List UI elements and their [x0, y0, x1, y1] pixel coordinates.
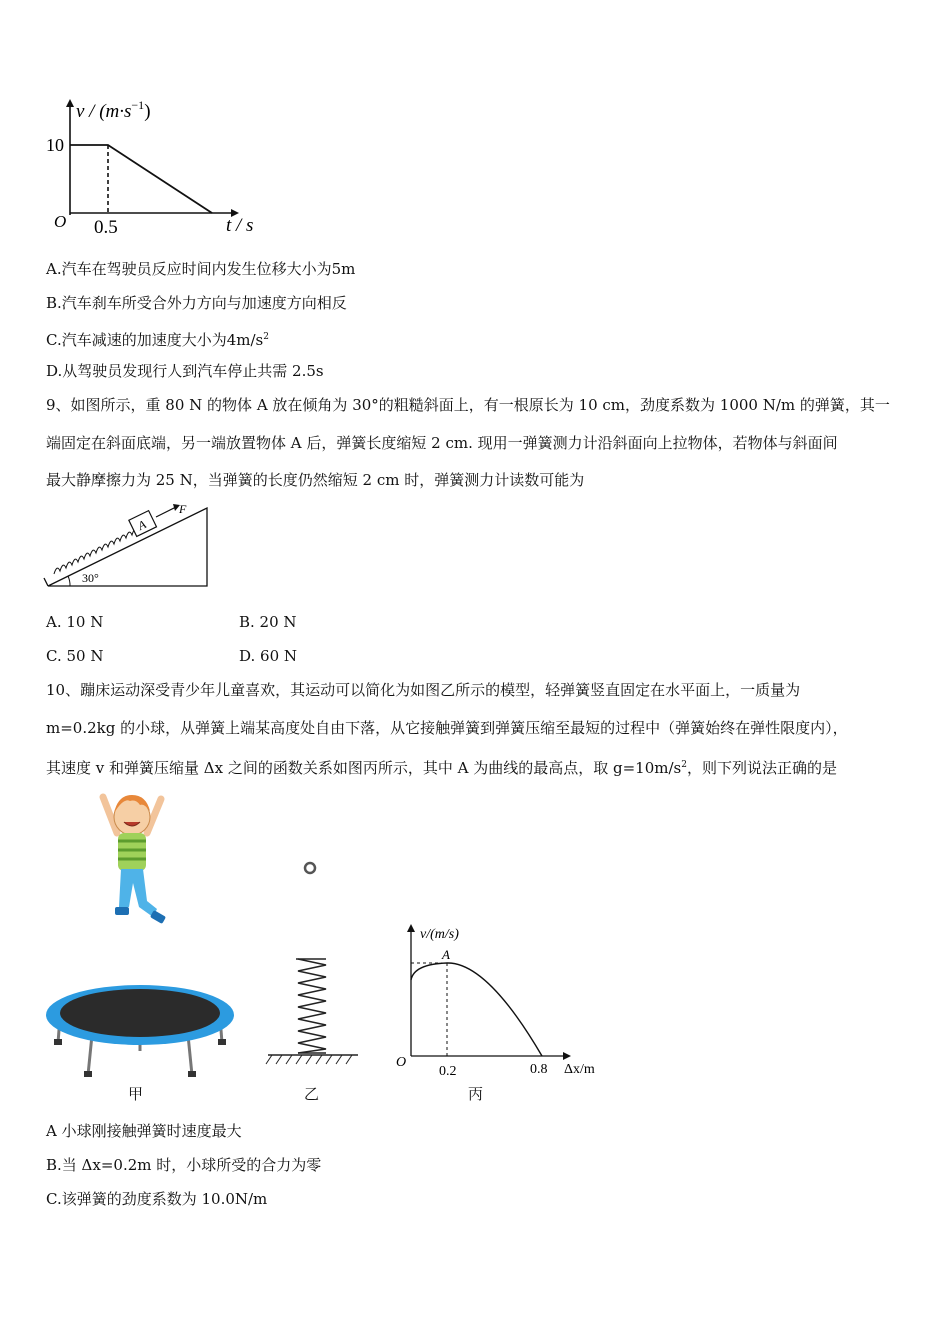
incline [48, 508, 207, 586]
x-tick-0-2: 0.2 [439, 1064, 457, 1079]
incline-spring-figure [40, 500, 215, 592]
label-bing: 丙 [468, 1087, 484, 1103]
trampoline-figure [40, 975, 240, 1085]
angle-label: 30° [82, 571, 99, 585]
q9-option-d: D. 60 N [239, 647, 298, 665]
x-tick-0-8: 0.8 [530, 1062, 548, 1077]
velocity-line [70, 145, 212, 213]
y-tick-10: 10 [46, 135, 64, 155]
velocity-compression-graph [392, 918, 607, 1083]
q10-text-line3-sup: 2 [681, 760, 687, 770]
q8-option-c-text: C.汽车减速的加速度大小为4m/s [46, 331, 264, 349]
q10-option-b: B.当 Δx=0.2m 时，小球所受的合力为零 [46, 1156, 322, 1174]
q10-text-line3 [46, 755, 837, 778]
q9-option-b: B. 20 N [239, 613, 297, 631]
label-jia: 甲 [128, 1087, 144, 1103]
q10-option-a: A 小球刚接触弹簧时速度最大 [46, 1122, 242, 1140]
q8-option-a: A.汽车在驾驶员反应时间内发生位移大小为5m [46, 260, 356, 278]
x-tick-0-5: 0.5 [94, 217, 118, 238]
force-arrow [156, 507, 176, 517]
q10-text-line2: m=0.2kg 的小球，从弹簧上端某高度处自由下落，从它接触弹簧到弹簧压缩至最短的过程中（弹簧始终在弹性限度内）， [46, 719, 848, 737]
origin-label: O [54, 212, 67, 231]
angle-arc [68, 576, 70, 586]
peak-point-label: A [442, 947, 450, 962]
jumping-child-illustration [95, 785, 175, 930]
force-label: F [179, 502, 187, 516]
y-axis-arrow [407, 924, 415, 932]
spring-coil [54, 529, 138, 574]
q8-option-b: B.汽车刹车所受合外力方向与加速度方向相反 [46, 294, 347, 312]
velocity-time-graph [40, 95, 280, 245]
x-axis-label: t / s [226, 215, 254, 236]
incline-base-wall [44, 578, 48, 586]
q9-option-a: A. 10 N [46, 613, 104, 631]
x-axis-label: Δx/m [564, 1062, 595, 1077]
q10-text-line3-a: 其速度 v 和弹簧压缩量 Δx 之间的函数关系如图丙所示，其中 A 为曲线的最高点，取 g=10m/s [46, 759, 682, 777]
x-axis-arrow [563, 1052, 571, 1060]
ball-spring-figure [262, 855, 362, 1070]
q9-option-c: C. 50 N [46, 647, 104, 665]
y-axis-label: $v / (m\cdot s^{-1})$ [76, 98, 151, 122]
q9-text-line3: 最大静摩擦力为 25 N，当弹簧的长度仍然缩短 2 cm 时，弹簧测力计读数可能为 [46, 471, 585, 489]
ball [305, 863, 315, 873]
q9-text-line1: 9、如图所示，重 80 N 的物体 A 放在倾角为 30°的粗糙斜面上，有一根原长为 10 cm，劲度系数为 1000 N/m 的弹簧，其一 [46, 396, 890, 414]
label-yi: 乙 [304, 1087, 320, 1103]
q10-text-line3-b: ，则下列说法正确的是 [686, 759, 837, 777]
origin-label: O [396, 1055, 407, 1070]
y-axis-arrow [66, 99, 74, 107]
y-axis-label: v/(m/s) [420, 927, 459, 942]
q8-option-c-sup: 2 [263, 332, 269, 342]
q8-option-c [46, 327, 269, 350]
q10-text-line1: 10、蹦床运动深受青少年儿童喜欢，其运动可以简化为如图乙所示的模型，轻弹簧竖直固定在水平面上，一质量为 [46, 681, 801, 699]
q9-text-line2: 端固定在斜面底端，另一端放置物体 A 后，弹簧长度缩短 2 cm. 现用一弹簧测力计沿斜面向上拉物体，若物体与斜面间 [46, 434, 838, 452]
q8-option-d: D.从驾驶员发现行人到汽车停止共需 2.5s [46, 362, 324, 380]
spring [298, 959, 326, 1053]
velocity-curve [411, 963, 542, 1056]
block-a-label: A [135, 517, 149, 533]
q10-option-c: C.该弹簧的劲度系数为 10.0N/m [46, 1190, 268, 1208]
